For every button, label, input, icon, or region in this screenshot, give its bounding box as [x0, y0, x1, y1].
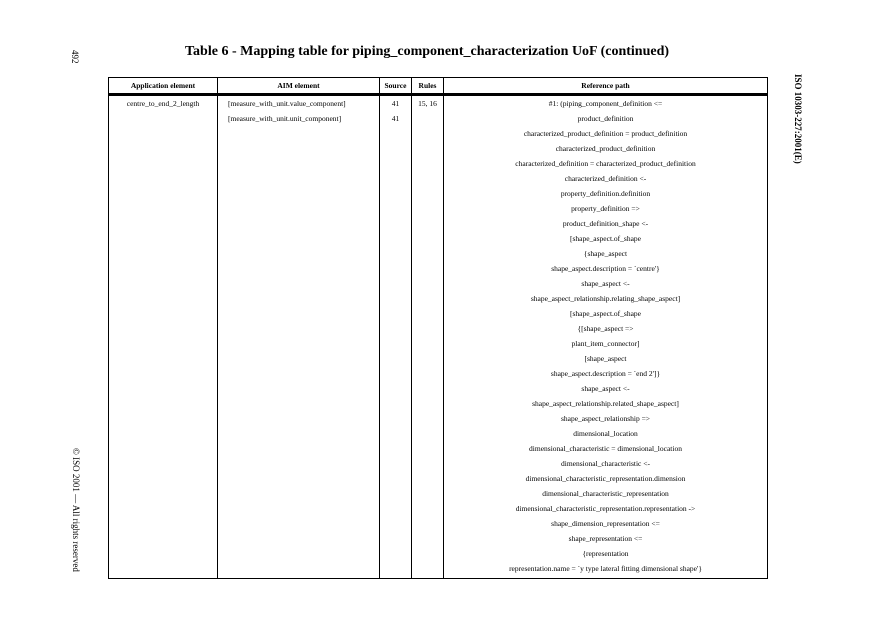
- reference-path-line: shape_aspect <-: [581, 384, 630, 393]
- standard-identifier: ISO 10303-227:2001(E): [793, 74, 803, 164]
- aim-element-cell: [218, 95, 380, 579]
- header-rules: Rules: [412, 78, 444, 95]
- reference-path-line: representation.name = `y type lateral fitting dimensional shape'}: [509, 564, 702, 573]
- reference-path-line: shape_aspect_relationship.related_shape_aspect]: [532, 399, 679, 408]
- reference-path-line: dimensional_characteristic_representation.dimension: [525, 474, 686, 483]
- reference-path-line: dimensional_characteristic = dimensional_location: [529, 444, 682, 453]
- reference-path-line: plant_item_connector]: [571, 339, 640, 348]
- reference-path-line: shape_aspect_relationship.relating_shape_aspect]: [530, 294, 681, 303]
- reference-path-line: {shape_aspect: [583, 249, 628, 258]
- header-reference-path: Reference path: [444, 78, 768, 95]
- reference-path-line: dimensional_characteristic_representation.representation ->: [515, 504, 696, 513]
- reference-path-line: shape_representation <=: [568, 534, 643, 543]
- table-row: [109, 95, 768, 579]
- reference-path-line: dimensional_characteristic_representation: [542, 489, 669, 498]
- reference-path-line: shape_aspect <-: [581, 279, 630, 288]
- reference-path-line: property_definition.definition: [560, 189, 651, 198]
- reference-path-line: characterized_definition <-: [564, 174, 647, 183]
- header-aim-element: AIM element: [218, 78, 380, 95]
- rules-value: 15, 16: [418, 99, 437, 108]
- page-number: 492: [70, 50, 80, 64]
- reference-path-line: {representation: [582, 549, 629, 558]
- reference-path-line: property_definition =>: [571, 204, 640, 213]
- reference-path-line: {[shape_aspect =>: [577, 324, 634, 333]
- reference-path-line: product_definition: [577, 114, 634, 123]
- reference-path-line: [shape_aspect.of_shape: [569, 234, 641, 243]
- mapping-table: [108, 77, 768, 579]
- rules-cell: [412, 95, 444, 579]
- aim-element-value: [measure_with_unit.value_component]: [228, 99, 346, 108]
- table-title: Table 6 - Mapping table for piping_component_characterization UoF (continued): [185, 44, 670, 59]
- reference-path-line: characterized_definition = characterized_product_definition: [515, 159, 696, 168]
- reference-path-line: characterized_product_definition = product_definition: [523, 129, 688, 138]
- source-value: 41: [391, 114, 400, 123]
- reference-path-line: shape_aspect_relationship =>: [560, 414, 651, 423]
- reference-path-line: characterized_product_definition: [555, 144, 656, 153]
- table-header-row: [109, 78, 768, 95]
- reference-path-line: shape_dimension_representation <=: [551, 519, 660, 528]
- reference-path-line: shape_aspect.description = `centre'}: [551, 264, 660, 273]
- reference-path-line: [shape_aspect: [584, 354, 627, 363]
- reference-path-line: #1: (piping_component_definition <=: [548, 99, 663, 108]
- reference-path-line: dimensional_location: [573, 429, 638, 438]
- reference-path-line: product_definition_shape <-: [562, 219, 649, 228]
- source-cell: [380, 95, 412, 579]
- reference-path-line: dimensional_characteristic <-: [561, 459, 650, 468]
- header-source: Source: [380, 78, 412, 95]
- aim-element-value: [measure_with_unit.unit_component]: [228, 114, 342, 123]
- header-application-element: Application element: [109, 78, 218, 95]
- reference-path-line: shape_aspect.description = `end 2']}: [550, 369, 661, 378]
- reference-path-line: [shape_aspect.of_shape: [569, 309, 641, 318]
- application-element-cell: [109, 95, 218, 579]
- application-element-value: centre_to_end_2_length: [126, 99, 200, 108]
- reference-path-cell: [444, 95, 768, 579]
- source-value: 41: [391, 99, 400, 108]
- copyright-notice: © ISO 2001 — All rights reserved: [71, 448, 81, 572]
